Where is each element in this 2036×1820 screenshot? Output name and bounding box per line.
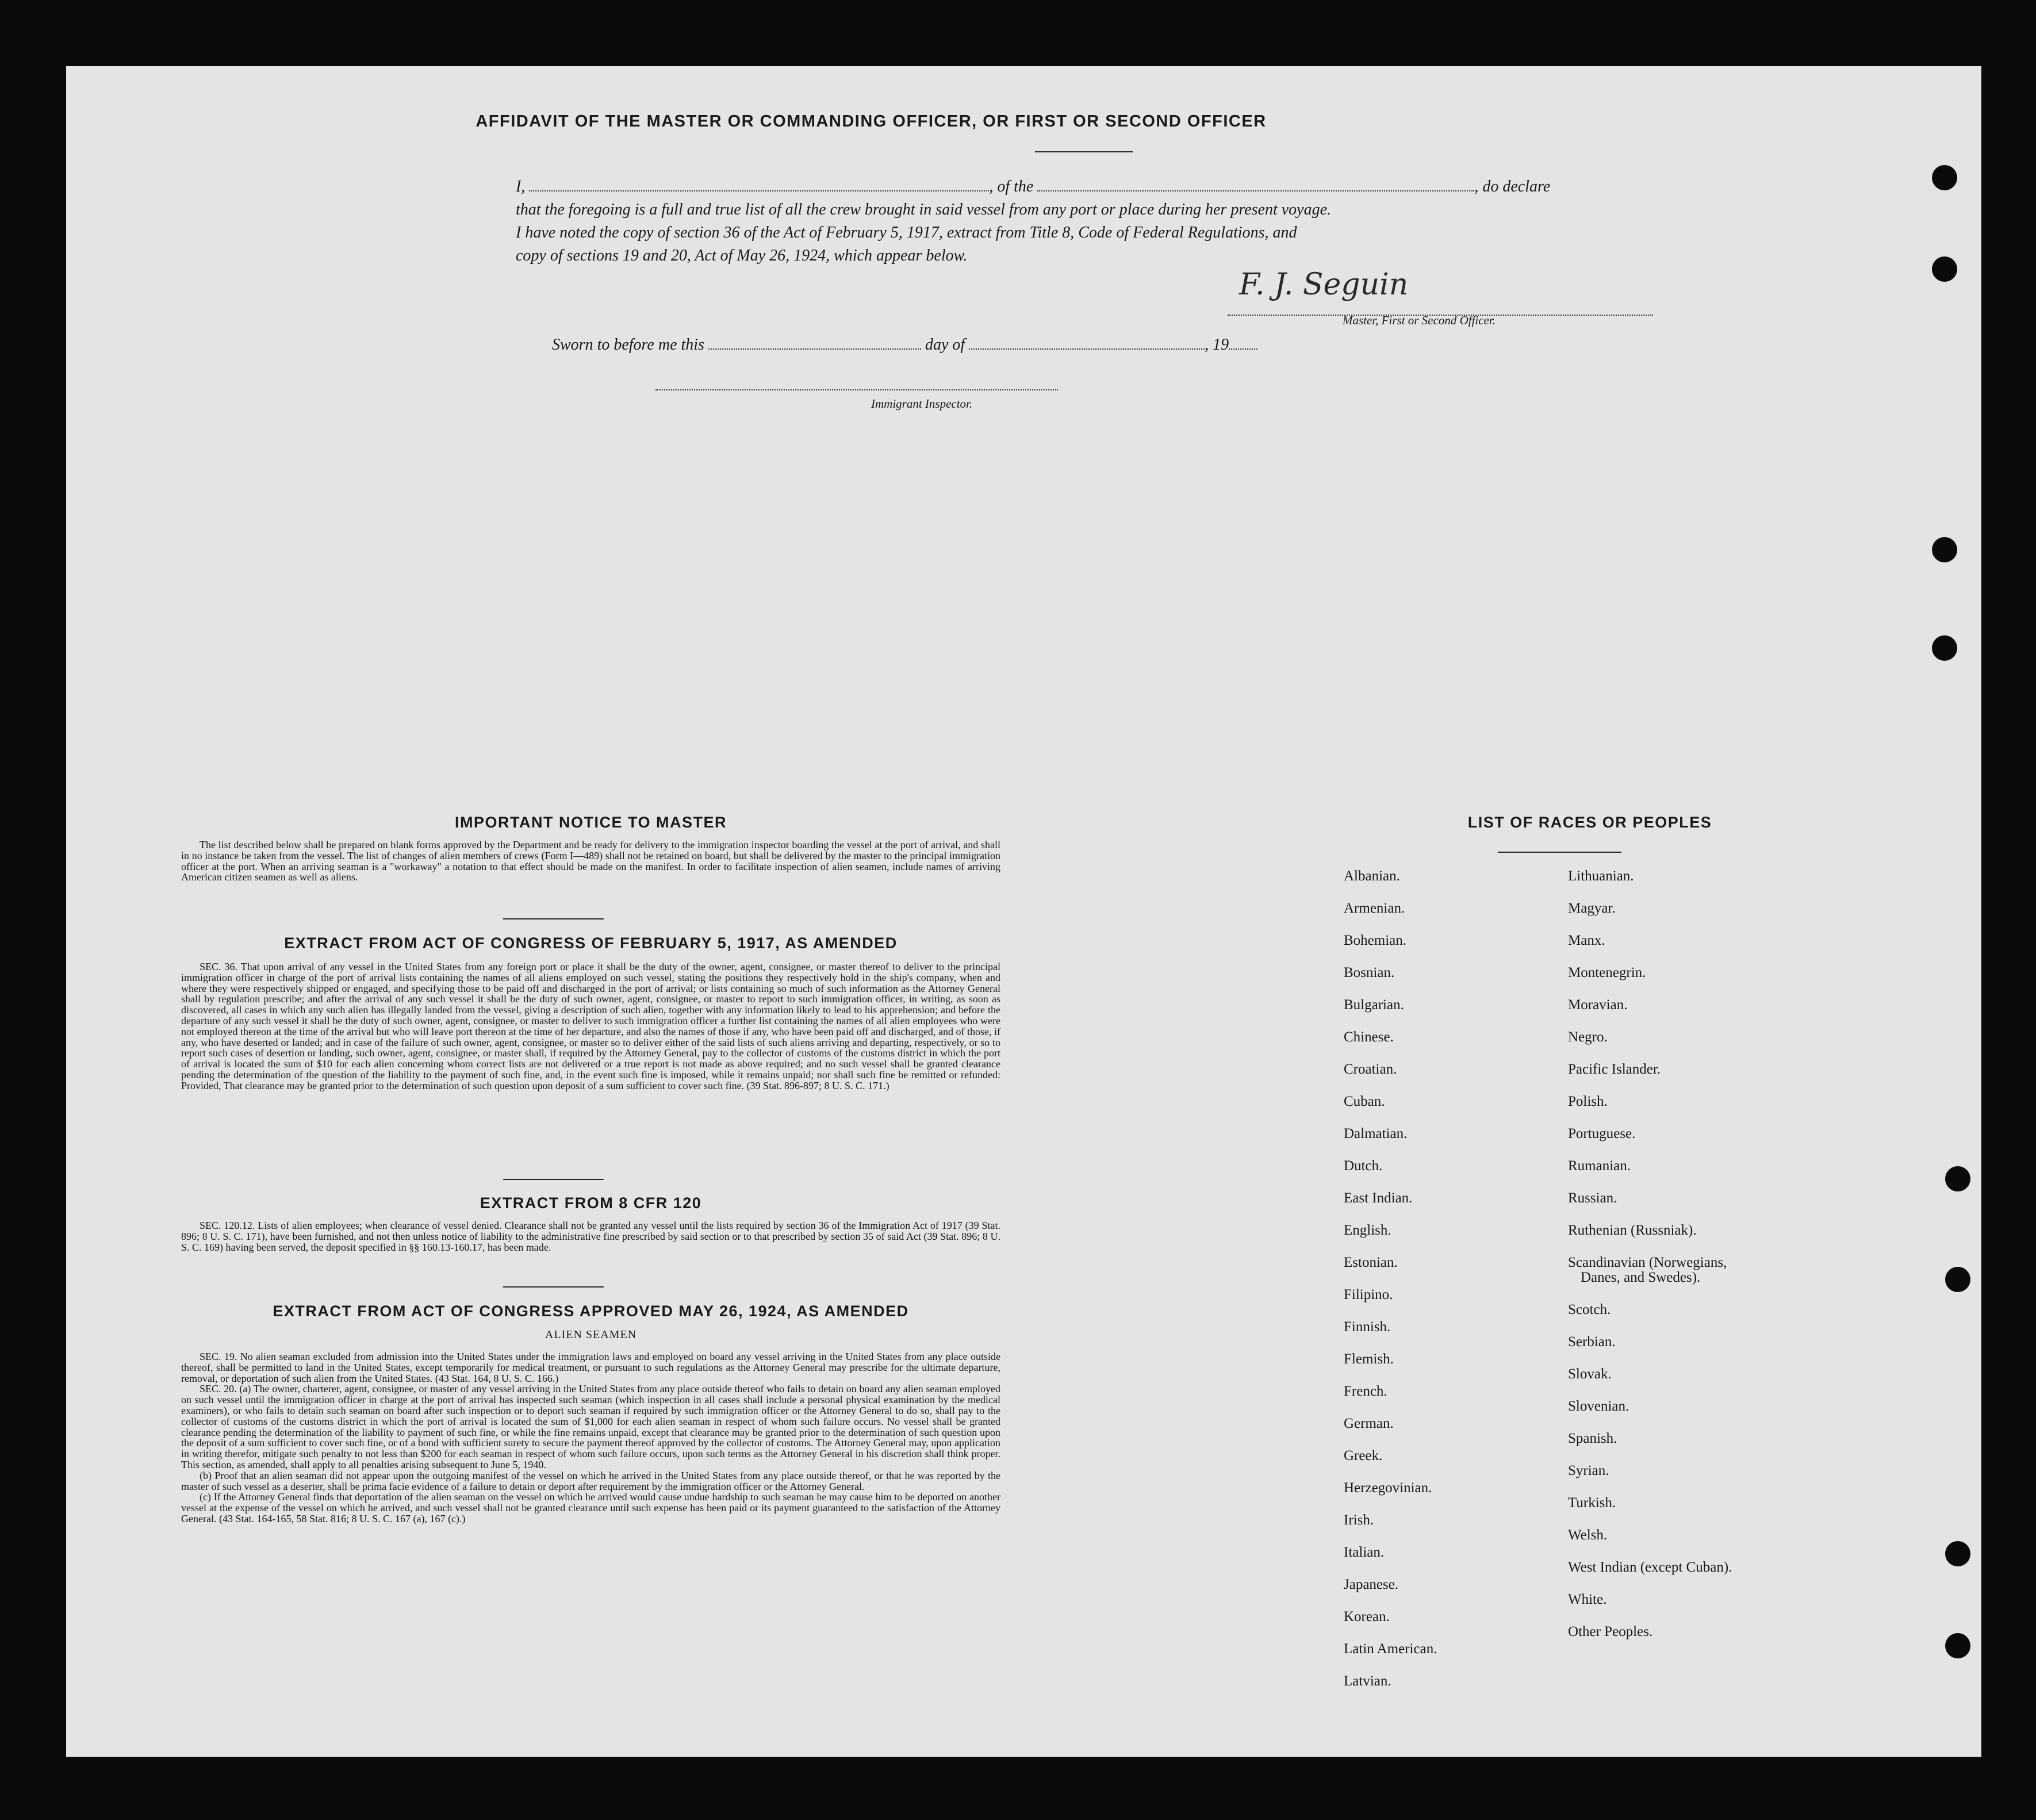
day-of-label: day of <box>925 336 965 354</box>
race-item: Cuban. <box>1344 1094 1385 1109</box>
affidavit-line-1 <box>516 175 1550 198</box>
punch-hole <box>1932 165 1957 190</box>
affidavit-line-2: that the foregoing is a full and true list of all the crew brought in said vessel from any port or place during her present voyage. <box>516 201 1332 219</box>
title-divider <box>1035 151 1133 152</box>
extract-1917-text: SEC. 36. That upon arrival of any vessel in the United States from any foreign port or place it shall be the duty of the owner, agent, consignee, or master thereof to deliver to the principal immigration officer in charge of the port of arrival lists containing the names of all aliens employed on such vessel, stating the positions they respectively hold in the ship's company, when and where they were respectively shipped or engaged, and specifying those to be paid off and discharged in the port of arrival; or lists containing so much of such information as the Attorney General shall by regulation prescribe; and after the arrival of any such vessel it shall be the duty of such owner, agent, consignee, or master to report to such immigration officer, in writing, as soon as discovered, all cases in which any such alien has illegally landed from the vessel, giving a description of such alien, together with any information likely to lead to his apprehension; and before the departure of any such vessel it shall be the duty of such owner, agent, consignee, or master to deliver to such immigration officer a further list containing the names of all alien employees who were not employed thereon at the time of the arrival but who will leave port thereon at the time of her departure, and also the names of those if any, who have been paid off and discharged, and of those, if any, who have deserted or landed; and in case of the failure of such owner, agent, consignee, or master so to deliver either of the said lists of such aliens arriving and departing, respectively, or so to report such cases of desertion or landing, such owner, agent, consignee, or master shall, if required by the Attorney General, pay to the collector of customs of the customs district in which the port of arrival is located the sum of $10 for each alien concerning whom correct lists are not delivered or a true report is not made as above required; and no such vessel shall be granted clearance pending the determination of the question of the liability to the payment of such fine, and, in the event such fine is imposed, while it remains unpaid; nor shall such fine be remitted or refunded: Provided, That clearance may be granted prior to the determination of such question upon deposit of a sum sufficient to cover such fine. (39 Stat. 896-897; 8 U. S. C. 171.) <box>181 961 1000 1091</box>
punch-hole <box>1945 1541 1970 1566</box>
inspector-signature-line <box>655 388 1058 390</box>
vessel-blank <box>1037 178 1474 191</box>
race-item: Estonian. <box>1344 1255 1398 1270</box>
affidavit-title: AFFIDAVIT OF THE MASTER OR COMMANDING OFFICER, OR FIRST OR SECOND OFFICER <box>476 112 1267 131</box>
punch-hole <box>1932 635 1957 661</box>
race-item: Irish. <box>1344 1512 1374 1528</box>
race-item: Rumanian. <box>1568 1158 1631 1174</box>
extract-1924-title: EXTRACT FROM ACT OF CONGRESS APPROVED MAY 26, 1924, AS AMENDED <box>273 1302 909 1320</box>
cfr-body <box>181 1220 1000 1252</box>
race-item: White. <box>1568 1592 1607 1607</box>
sec-20c-text: (c) If the Attorney General finds that deportation of the alien seaman on the vessel on which he arrived would cause undue hardship to such seaman he may cause him to be deported on another vessel at the expense of the vessel on which he arrived, and such vessel shall not be granted clearance until such expense has been paid or its payment guaranteed to the satisfaction of the Attorney General. (43 Stat. 164-165, 58 Stat. 816; 8 U. S. C. 167 (a), 167 (c).) <box>181 1491 1000 1524</box>
race-item: Finnish. <box>1344 1319 1391 1335</box>
race-item: Filipino. <box>1344 1287 1393 1302</box>
sworn-day-blank <box>708 336 921 350</box>
race-item: Slovenian. <box>1568 1398 1629 1414</box>
cfr-divider <box>503 1286 604 1288</box>
notice-text: The list described below shall be prepared on blank forms approved by the Department and be ready for delivery to the immigration inspector boarding the vessel at the port of arrival, and shall in no instance be taken from the vessel. The list of changes of alien members of crews (Form I—489) shall not be retained on board, but shall be delivered by the master to the principal immigration officer at the port. When an arriving seaman is a "workaway" a notation to that effect should be made on the manifest. In order to facilitate inspection of alien seamen, include names of arriving American citizen seamen as well as aliens. <box>181 839 1000 883</box>
race-item: Bohemian. <box>1344 933 1407 948</box>
races-list <box>1344 868 1804 1765</box>
punch-hole <box>1945 1267 1970 1292</box>
race-item: West Indian (except Cuban). <box>1568 1560 1732 1575</box>
affidavit-line-3: I have noted the copy of section 36 of the Act of February 5, 1917, extract from Title 8, Code of Federal Regulations, and <box>516 224 1297 242</box>
sec-19-text: SEC. 19. No alien seaman excluded from admission into the United States under the immigration laws and employed on board any vessel arriving in the United States from any place outside thereof, shall be permitted to land in the United States, except temporarily for medical treatment, or pursuant to such regulations as the Attorney General may prescribe for the ultimate departure, removal, or deportation of such alien from the United States. (43 Stat. 164, 8 U. S. C. 166.) <box>181 1351 1000 1384</box>
race-item: Flemish. <box>1344 1351 1394 1367</box>
race-item: Polish. <box>1568 1094 1608 1109</box>
race-item: Danes, and Swedes). <box>1581 1270 1701 1285</box>
race-item: Italian. <box>1344 1545 1385 1560</box>
race-item: Dalmatian. <box>1344 1126 1408 1141</box>
race-item: Welsh. <box>1568 1527 1608 1543</box>
race-item: Bosnian. <box>1344 965 1395 980</box>
affidavit-line-4: copy of sections 19 and 20, Act of May 26, 1924, which appear below. <box>516 247 968 265</box>
race-item: Pacific Islander. <box>1568 1062 1661 1077</box>
race-item: Scandinavian (Norwegians, <box>1568 1255 1727 1270</box>
name-blank <box>529 178 989 191</box>
extract-1924-body <box>181 1351 1000 1524</box>
race-item: Lithuanian. <box>1568 868 1634 884</box>
sec-20b-text: (b) Proof that an alien seaman did not appear upon the outgoing manifest of the vessel on which he arrived in the United States from any place outside thereof, or that he was reported by the master of such vessel as a deserter, shall be prima facie evidence of a failure to detain or deport after requirement by the immigration officer or the Attorney General. <box>181 1469 1000 1492</box>
race-item: Montenegrin. <box>1568 965 1646 980</box>
race-item: Japanese. <box>1344 1577 1399 1592</box>
race-item: Serbian. <box>1568 1334 1616 1350</box>
extract-1917-title: EXTRACT FROM ACT OF CONGRESS OF FEBRUARY 5, 1917, AS AMENDED <box>284 934 898 952</box>
signature-caption: Master, First or Second Officer. <box>1343 313 1496 327</box>
race-item: Other Peoples. <box>1568 1624 1653 1639</box>
punch-hole <box>1932 537 1957 562</box>
cfr-text: SEC. 120.12. Lists of alien employees; when clearance of vessel denied. Clearance shall not be granted any vessel until the lists required by section 36 of the Immigration Act of 1917 (39 Stat. 896; 8 U. S. C. 171), have been furnished, and not then unless notice of liability to the administrative fine prescribed by said section or to that prescribed by section 35 of said Act (39 Stat. 896; 8 U. S. C. 169) having been served, the deposit specified in §§ 160.13-160.17, has been made. <box>181 1220 1000 1253</box>
sworn-month-blank <box>969 336 1205 350</box>
race-item: French. <box>1344 1384 1387 1399</box>
affidavit-of-the: , of the <box>989 178 1034 196</box>
race-item: English. <box>1344 1223 1391 1238</box>
race-item: Armenian. <box>1344 901 1405 916</box>
alien-seamen-subtitle: ALIEN SEAMEN <box>545 1328 637 1341</box>
race-item: East Indian. <box>1344 1190 1413 1206</box>
affidavit-i: I, <box>516 178 526 196</box>
inspector-caption: Immigrant Inspector. <box>871 397 973 411</box>
race-item: Albanian. <box>1344 868 1400 884</box>
notice-divider <box>503 918 604 919</box>
races-divider <box>1498 852 1621 853</box>
race-item: Negro. <box>1568 1029 1608 1045</box>
race-item: Russian. <box>1568 1190 1617 1206</box>
race-item: Croatian. <box>1344 1062 1397 1077</box>
notice-body <box>181 840 1000 883</box>
race-item: Turkish. <box>1568 1495 1616 1511</box>
race-item: Slovak. <box>1568 1366 1612 1382</box>
race-item: Spanish. <box>1568 1431 1617 1446</box>
race-item: Latin American. <box>1344 1641 1437 1657</box>
cfr-title: EXTRACT FROM 8 CFR 120 <box>480 1194 702 1212</box>
sec-20a-text: SEC. 20. (a) The owner, charterer, agent, consignee, or master of any vessel arriving in the United States from any place outside thereof who fails to detain on board any alien seaman employed on such vessel until the immigration officer in charge at the port of arrival has inspected such seaman (which inspection in all cases shall include a personal physical examination by the medical examiners), or who fails to detain such seaman on board after such inspection or to deport such seaman if required by such immigration officer or the Attorney General to do so, shall pay to the collector of customs of the customs district in which the port of arrival is located the sum of $1,000 for each alien seaman in respect of whom such failure occurs. No vessel shall be granted clearance pending the determination of the liability to payment of such fine, or while the fine remains unpaid, except that clearance may be granted prior to the determination of such question upon the deposit of a sum sufficient to cover such fine, or of a bond with sufficient surety to secure the payment thereof approved by the collector of customs. The Attorney General may, upon application in writing therefor, mitigate such penalty to not less than $200 for each seaman in respect of whom such failure occurs, upon such terms as the Attorney General in his discretion shall think proper. This section, as amended, shall apply to all penalties arising subsequent to June 5, 1940. <box>181 1383 1000 1470</box>
race-item: German. <box>1344 1416 1394 1431</box>
extract-1917-body <box>181 961 1000 1091</box>
punch-hole <box>1945 1633 1970 1658</box>
race-item: Herzegovinian. <box>1344 1480 1432 1496</box>
race-item: Chinese. <box>1344 1029 1394 1045</box>
races-title: LIST OF RACES OR PEOPLES <box>1467 814 1712 831</box>
race-item: Portuguese. <box>1568 1126 1636 1141</box>
year-prefix: , 19 <box>1205 336 1229 354</box>
sworn-label: Sworn to before me this <box>552 336 704 354</box>
year-blank <box>1229 336 1257 350</box>
race-item: Bulgarian. <box>1344 997 1404 1013</box>
race-item: Greek. <box>1344 1448 1383 1463</box>
race-item: Latvian. <box>1344 1673 1391 1689</box>
race-item: Ruthenian (Russniak). <box>1568 1223 1697 1238</box>
race-item: Moravian. <box>1568 997 1628 1013</box>
sworn-line <box>552 334 1257 357</box>
race-item: Magyar. <box>1568 901 1616 916</box>
signature: F. J. Seguin <box>1239 267 1409 302</box>
document-page <box>66 66 1981 1757</box>
race-item: Dutch. <box>1344 1158 1383 1174</box>
notice-title: IMPORTANT NOTICE TO MASTER <box>455 814 727 831</box>
race-item: Syrian. <box>1568 1463 1609 1478</box>
punch-hole <box>1932 256 1957 282</box>
race-item: Korean. <box>1344 1609 1390 1624</box>
extract-1917-divider <box>503 1179 604 1180</box>
punch-hole <box>1945 1166 1970 1191</box>
race-item: Scotch. <box>1568 1302 1611 1317</box>
race-item: Manx. <box>1568 933 1605 948</box>
affidavit-do-declare: , do declare <box>1474 178 1551 196</box>
